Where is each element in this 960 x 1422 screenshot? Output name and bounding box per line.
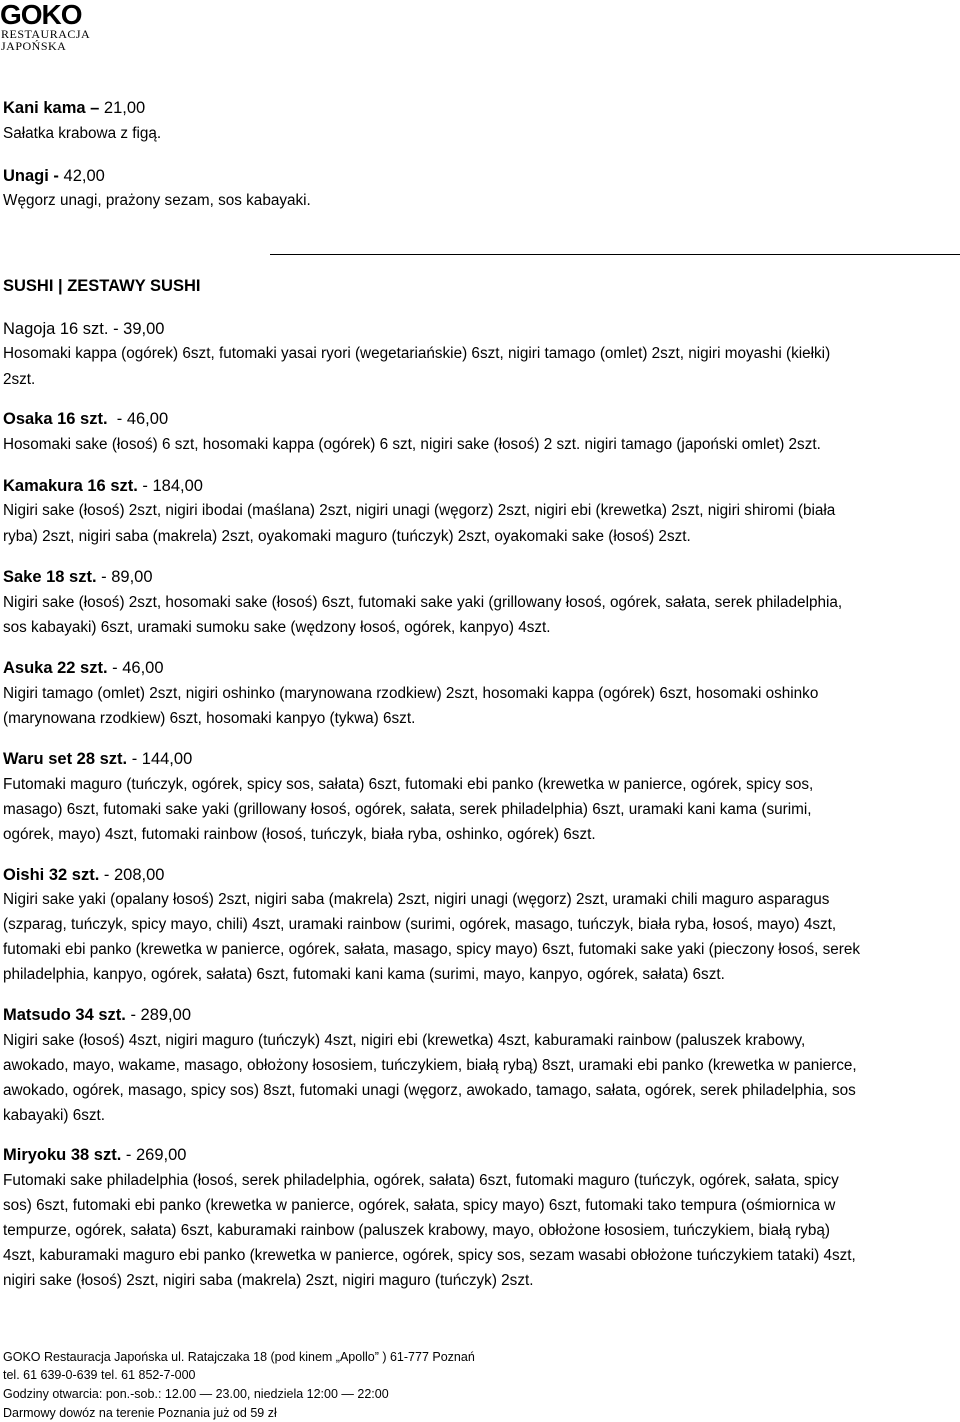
set-price: - 269,00 bbox=[125, 1146, 187, 1164]
set-description-line: Hosomaki kappa (ogórek) 6szt, futomaki yasai ryori (wegetariańskie) 6szt, nigiri tamago (omlet) 2szt, nigiri moyashi (kiełki) bbox=[3, 345, 831, 362]
set-price: - 46,00 bbox=[112, 659, 164, 677]
set-price: - 89,00 bbox=[101, 568, 153, 586]
set-price: - 289,00 bbox=[130, 1006, 191, 1024]
set-name: Nagoja 16 szt. bbox=[3, 320, 109, 338]
footer-phone: tel. 61 639-0-639 tel. 61 852-7-000 bbox=[3, 1368, 196, 1382]
item-name: Unagi - bbox=[3, 167, 59, 185]
set-description-line: futomaki ebi panko (krewetka w panierce, ogórek, sałata, masago, spicy mayo) 6szt, futomaki sake yaki (pieczony łosoś, serek bbox=[3, 941, 861, 958]
set-name: Oishi 32 szt. bbox=[3, 866, 100, 884]
logo-mark: GOKO bbox=[0, 0, 82, 30]
set-heading bbox=[3, 564, 153, 590]
item-heading bbox=[3, 163, 105, 189]
set-description-line: ryba) 2szt, nigiri saba (makrela) 2szt, oyakomaki maguro (tuńczyk) 2szt, oyakomaki sake (łosoś) 2szt. bbox=[3, 528, 691, 545]
set-description-line: ogórek, mayo) 4szt, futomaki rainbow (łosoś, tuńczyk, biała ryba, oshinko, ogórek) 6szt. bbox=[3, 826, 596, 843]
footer-hours: Godziny otwarcia: pon.-sob.: 12.00 — 23.00, niedziela 12:00 — 22:00 bbox=[3, 1387, 389, 1401]
footer-delivery: Darmowy dowóz na terenie Poznania już od 59 zł bbox=[3, 1406, 277, 1420]
set-heading bbox=[3, 1142, 186, 1168]
set-description-line: Futomaki sake philadelphia (łosoś, serek philadelphia, ogórek, sałata) 6szt, futomaki maguro (tuńczyk, ogórek, sałata, spicy bbox=[3, 1172, 839, 1189]
set-name: Asuka 22 szt. bbox=[3, 659, 108, 677]
set-heading bbox=[3, 316, 164, 342]
item-name: Kani kama bbox=[3, 99, 86, 117]
item-price: 21,00 bbox=[103, 99, 146, 117]
set-description-line: kabayaki) 6szt. bbox=[3, 1107, 106, 1124]
set-heading bbox=[3, 862, 164, 888]
set-description-line: sos) 6szt, futomaki ebi panko (krewetka w panierce, ogórek, sałata, spicy mayo) 6szt, futomaki tako tempura (ośmiornica w bbox=[3, 1197, 836, 1214]
set-description-line: Nigiri sake yaki (opalany łosoś) 2szt, nigiri saba (makrela) 2szt, nigiri unagi (węgorz) 2szt, uramaki chili maguro asparagus bbox=[3, 891, 830, 908]
set-description-line: awokado, mayo, wakame, masago, obłożony łososiem, tuńczykiem, białą rybą) 8szt, uramaki ebi panko (krewetka w panierce, bbox=[3, 1057, 857, 1074]
set-description-line: Nigiri sake (łosoś) 2szt, hosomaki sake (łosoś) 6szt, futomaki sake yaki (grillowany łosoś, ogórek, sałata, serek philadelphia, bbox=[3, 594, 843, 611]
set-name: Matsudo 34 szt. bbox=[3, 1006, 126, 1024]
set-price: - 208,00 bbox=[103, 866, 165, 884]
footer-address: GOKO Restauracja Japońska ul. Ratajczaka 18 (pod kinem „Apollo” ) 61-777 Poznań bbox=[3, 1350, 475, 1364]
section-title: SUSHI | ZESTAWY SUSHI bbox=[3, 277, 201, 295]
set-description-line: 4szt, kaburamaki maguro ebi panko (krewetka w panierce, ogórek, spicy sos, sezam wasabi obłożone tuńczykiem tataki) 4szt, bbox=[3, 1247, 856, 1264]
set-description-line: Futomaki maguro (tuńczyk, ogórek, spicy sos, sałata) 6szt, futomaki ebi panko (krewetka w panierce, ogórek, spicy sos, bbox=[3, 776, 814, 793]
set-description-line: (marynowana rzodkiew) 6szt, hosomaki kanpyo (tykwa) 6szt. bbox=[3, 710, 416, 727]
set-description-line: tempurze, ogórek, sałata) 6szt, kaburamaki rainbow (paluszek krabowy, mayo, obłożone łososiem, tuńczykiem, białą rybą) bbox=[3, 1222, 830, 1239]
set-description-line: sos kabayaki) 6szt, uramaki sumoku sake (wędzony łosoś, ogórek, kanpyo) 4szt. bbox=[3, 619, 551, 636]
set-name: Miryoku 38 szt. bbox=[3, 1146, 122, 1164]
set-description-line: Nigiri sake (łosoś) 2szt, nigiri ibodai (maślana) 2szt, nigiri unagi (węgorz) 2szt, nigiri ebi (krewetka) 2szt, nigiri shiromi (biała bbox=[3, 502, 836, 519]
set-price: - 46,00 bbox=[116, 410, 169, 428]
set-price: - 184,00 bbox=[142, 477, 203, 495]
logo-line-1: RESTAURACJA bbox=[1, 27, 91, 41]
set-description-line: Nigiri tamago (omlet) 2szt, nigiri oshinko (marynowana rzodkiew) 2szt, hosomaki kappa (ogórek) 6szt, hosomaki oshinko bbox=[3, 685, 819, 702]
item-price: 42,00 bbox=[63, 167, 105, 185]
set-name: Kamakura 16 szt. bbox=[3, 477, 138, 495]
set-description-line: 2szt. bbox=[3, 371, 36, 388]
set-name: Osaka 16 szt. bbox=[3, 410, 108, 428]
set-description-line: Hosomaki sake (łosoś) 6 szt, hosomaki kappa (ogórek) 6 szt, nigiri sake (łosoś) 2 szt. nigiri tamago (japoński omlet) 2szt. bbox=[3, 436, 821, 453]
set-heading bbox=[3, 406, 168, 432]
set-description-line: awokado, ogórek, masago, spicy sos) 8szt, futomaki unagi (węgorz, awokado, tamago, sałata, ogórek, serek philadelphia, sos bbox=[3, 1082, 856, 1099]
item-description: Sałatka krabowa z figą. bbox=[3, 125, 162, 142]
set-heading bbox=[3, 1002, 191, 1028]
set-description-line: (szparag, tuńczyk, spicy mayo, chili) 4szt, uramaki rainbow (surimi, ogórek, masago, tuńczyk, biała ryba, łosoś, mayo) 4szt, bbox=[3, 916, 837, 933]
set-description-line: Nigiri sake (łosoś) 4szt, nigiri maguro (tuńczyk) 4szt, nigiri ebi (krewetka) 4szt, kaburamaki rainbow (paluszek krabowy, bbox=[3, 1032, 806, 1049]
set-heading bbox=[3, 473, 203, 499]
set-heading bbox=[3, 655, 164, 681]
logo-line-2: JAPOŃSKA bbox=[1, 39, 67, 53]
set-heading bbox=[3, 746, 192, 772]
set-name: Waru set 28 szt. bbox=[3, 750, 128, 768]
item-description: Węgorz unagi, prażony sezam, sos kabayaki. bbox=[3, 192, 311, 209]
item-heading bbox=[3, 95, 145, 121]
item-separator: – bbox=[85, 99, 104, 117]
set-description-line: nigiri sake (łosoś) 2szt, nigiri saba (makrela) 2szt, nigiri maguro (tuńczyk) 2szt. bbox=[3, 1272, 534, 1289]
set-name: Sake 18 szt. bbox=[3, 568, 97, 586]
set-price: - 144,00 bbox=[131, 750, 193, 768]
goko-logo bbox=[0, 0, 100, 60]
set-description-line: masago) 6szt, futomaki sake yaki (grillowany łosoś, ogórek, sałata, serek philadelphia) 6szt, uramaki kani kama (surimi, bbox=[3, 801, 812, 818]
set-price: - 39,00 bbox=[113, 320, 165, 338]
set-description-line: philadelphia, kanpyo, ogórek, sałata) 6szt, futomaki kani kama (surimi, mayo, kanpyo, ogórek, sałata) 6szt. bbox=[3, 966, 725, 983]
section-divider bbox=[270, 254, 960, 255]
